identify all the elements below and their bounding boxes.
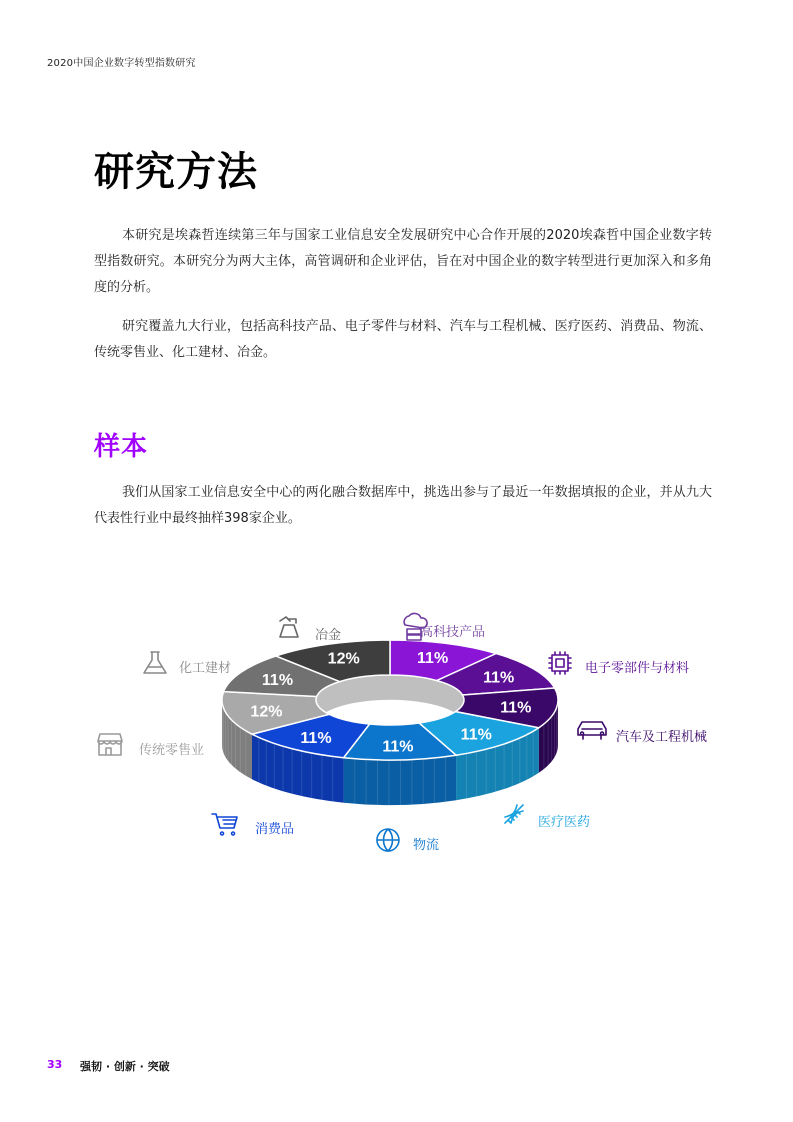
category-label: 汽车及工程机械	[616, 730, 708, 745]
running-head: 2020中国企业数字转型指数研究	[47, 58, 196, 69]
slice-value-label: 12%	[327, 650, 360, 668]
flask-icon	[144, 652, 166, 673]
page-number: 33	[47, 1058, 63, 1071]
shopping-cart-icon	[212, 814, 237, 835]
donut-side-4	[344, 755, 457, 805]
globe-network-icon	[377, 829, 399, 851]
sample-section-title: 样本	[94, 432, 149, 462]
slice-value-label: 11%	[417, 650, 449, 668]
chip-icon	[549, 652, 571, 674]
category-label: 传统零售业	[139, 743, 205, 758]
slice-value-label: 11%	[500, 699, 532, 717]
slice-value-label: 11%	[300, 729, 332, 747]
industry-distribution-chart	[0, 595, 793, 875]
intro-paragraph-2: 研究覆盖九大行业，包括高科技产品、电子零件与材料、汽车与工程机械、医疗医药、消费品、物流、传统零售业、化工建材、冶金。	[94, 319, 712, 360]
category-label: 物流	[413, 838, 440, 853]
category-label: 电子零部件与材料	[585, 661, 690, 676]
page-title: 研究方法	[94, 149, 258, 195]
slice-value-label: 11%	[382, 738, 414, 756]
car-icon	[578, 722, 606, 739]
category-label: 化工建材	[179, 661, 232, 676]
slice-value-label: 11%	[261, 671, 294, 689]
intro-paragraph-1: 本研究是埃森哲连续第三年与国家工业信息安全发展研究中心合作开展的2020埃森哲中国企业数字转型指数研究。本研究分为两大主体，高管调研和企业评估，旨在对中国企业的数字转型进行更加深入和多角度的分析。	[94, 228, 712, 295]
category-label: 高科技产品	[420, 625, 486, 640]
slice-value-label: 12%	[250, 703, 283, 721]
crucible-icon	[280, 617, 298, 637]
footer-tagline: 强韧 · 创新 · 突破	[80, 1060, 170, 1073]
slice-value-label: 11%	[460, 726, 492, 744]
dna-icon	[505, 805, 523, 823]
category-label: 冶金	[315, 628, 342, 643]
category-label: 消费品	[255, 822, 295, 837]
category-label: 医疗医药	[538, 815, 591, 830]
storefront-icon	[98, 734, 122, 755]
sample-paragraph: 我们从国家工业信息安全中心的两化融合数据库中，挑选出参与了最近一年数据填报的企业，并从九大代表性行业中最终抽样398家企业。	[94, 485, 712, 526]
donut-chart-svg	[0, 595, 793, 875]
slice-value-label: 11%	[483, 669, 515, 687]
